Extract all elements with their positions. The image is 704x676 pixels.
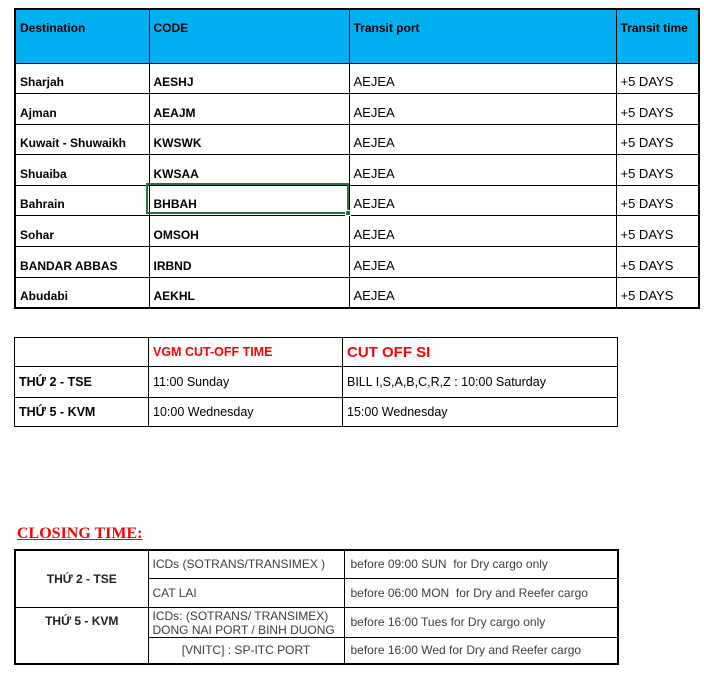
transit-schedule-table — [14, 8, 700, 309]
table-row — [15, 216, 699, 247]
si-cutoff-header[interactable]: CUT OFF SI — [343, 338, 618, 367]
cell-location[interactable]: ICDs (SOTRANS/TRANSIMEX ) — [148, 550, 344, 578]
location-line-1: ICDs: (SOTRANS/ TRANSIMEX) — [152, 608, 329, 623]
blank-cell[interactable] — [15, 338, 149, 367]
col-header-code[interactable]: CODE — [149, 9, 349, 63]
cell-destination[interactable]: Ajman — [15, 94, 149, 125]
table-row — [15, 550, 618, 578]
closing-time-table — [14, 549, 619, 665]
cell-code[interactable]: KWSAA — [149, 155, 349, 186]
cell-destination[interactable]: Shuaiba — [15, 155, 149, 186]
table-row — [15, 124, 699, 155]
cell-transit-port[interactable]: AEJEA — [349, 94, 616, 125]
table-row — [15, 247, 699, 278]
cell-destination[interactable]: Bahrain — [15, 185, 149, 216]
table-row — [15, 94, 699, 125]
closing-time-heading: CLOSING TIME: — [17, 525, 143, 542]
cell-location[interactable]: CAT LAI — [148, 578, 344, 607]
cell-transit-time[interactable]: +5 DAYS — [616, 155, 699, 186]
cell-transit-time[interactable]: +5 DAYS — [616, 216, 699, 247]
cell-code[interactable]: AEAJM — [149, 94, 349, 125]
table-row — [15, 367, 618, 398]
cell-closing-time[interactable]: before 09:00 SUN for Dry cargo only — [344, 550, 618, 578]
cell-code[interactable]: AESHJ — [149, 63, 349, 94]
cell-si-cutoff[interactable]: BILL I,S,A,B,C,R,Z : 10:00 Saturday — [343, 367, 618, 398]
cell-transit-time[interactable]: +5 DAYS — [616, 185, 699, 216]
cell-destination[interactable]: Kuwait - Shuwaikh — [15, 124, 149, 155]
active-cell-selection[interactable] — [146, 183, 349, 214]
cell-code-selected[interactable]: BHBAH — [149, 185, 349, 216]
col-header-destination[interactable]: Destination — [15, 9, 149, 63]
cell-code[interactable]: AEKHL — [149, 277, 349, 308]
fill-handle[interactable] — [345, 210, 351, 216]
cell-code[interactable]: KWSWK — [149, 124, 349, 155]
cell-transit-time[interactable]: +5 DAYS — [616, 63, 699, 94]
cell-transit-time[interactable]: +5 DAYS — [616, 247, 699, 278]
cutoff-table — [14, 337, 618, 427]
cell-si-cutoff[interactable]: 15:00 Wednesday — [343, 398, 618, 427]
cell-destination[interactable]: Sohar — [15, 216, 149, 247]
table-row — [15, 607, 618, 637]
cell-vgm-cutoff[interactable]: 11:00 Sunday — [149, 367, 343, 398]
table-row — [15, 155, 699, 186]
cell-group-label[interactable]: THỨ 5 - KVM — [15, 607, 148, 664]
table-row — [15, 398, 618, 427]
cell-transit-port[interactable]: AEJEA — [349, 277, 616, 308]
cell-transit-time[interactable]: +5 DAYS — [616, 124, 699, 155]
location-line-2: DONG NAI PORT / BINH DUONG — [152, 622, 335, 637]
table-row — [15, 63, 699, 94]
cell-transit-port[interactable]: AEJEA — [349, 247, 616, 278]
cell-transit-port[interactable]: AEJEA — [349, 155, 616, 186]
cell-closing-time[interactable]: before 06:00 MON for Dry and Reefer cargo — [344, 578, 618, 607]
vgm-cutoff-header[interactable]: VGM CUT-OFF TIME — [149, 338, 343, 367]
cell-transit-time[interactable]: +5 DAYS — [616, 94, 699, 125]
cell-transit-port[interactable]: AEJEA — [349, 185, 616, 216]
cell-code[interactable]: IRBND — [149, 247, 349, 278]
cell-location[interactable]: [VNITC] : SP-ITC PORT — [148, 637, 344, 664]
cutoff-header-row — [15, 338, 618, 367]
cell-closing-time[interactable]: before 16:00 Wed for Dry and Reefer cargo — [344, 637, 618, 664]
cell-transit-port[interactable]: AEJEA — [349, 63, 616, 94]
cell-transit-port[interactable]: AEJEA — [349, 124, 616, 155]
cell-transit-port[interactable]: AEJEA — [349, 216, 616, 247]
table-row — [15, 277, 699, 308]
cell-destination[interactable]: BANDAR ABBAS — [15, 247, 149, 278]
cell-closing-time[interactable]: before 16:00 Tues for Dry cargo only — [344, 607, 618, 637]
cell-transit-time[interactable]: +5 DAYS — [616, 277, 699, 308]
cell-group-label[interactable]: THỨ 2 - TSE — [15, 550, 148, 607]
cell-vgm-cutoff[interactable]: 10:00 Wednesday — [149, 398, 343, 427]
cell-destination[interactable]: Sharjah — [15, 63, 149, 94]
col-header-transit-port[interactable]: Transit port — [349, 9, 616, 63]
cell-code[interactable]: OMSOH — [149, 216, 349, 247]
table-row — [15, 185, 699, 216]
cell-day-label[interactable]: THỨ 5 - KVM — [15, 398, 149, 427]
cell-destination[interactable]: Abudabi — [15, 277, 149, 308]
cell-day-label[interactable]: THỨ 2 - TSE — [15, 367, 149, 398]
schedule-header-row — [15, 9, 699, 63]
cell-location[interactable] — [148, 607, 344, 637]
col-header-transit-time[interactable]: Transit time — [616, 9, 699, 63]
